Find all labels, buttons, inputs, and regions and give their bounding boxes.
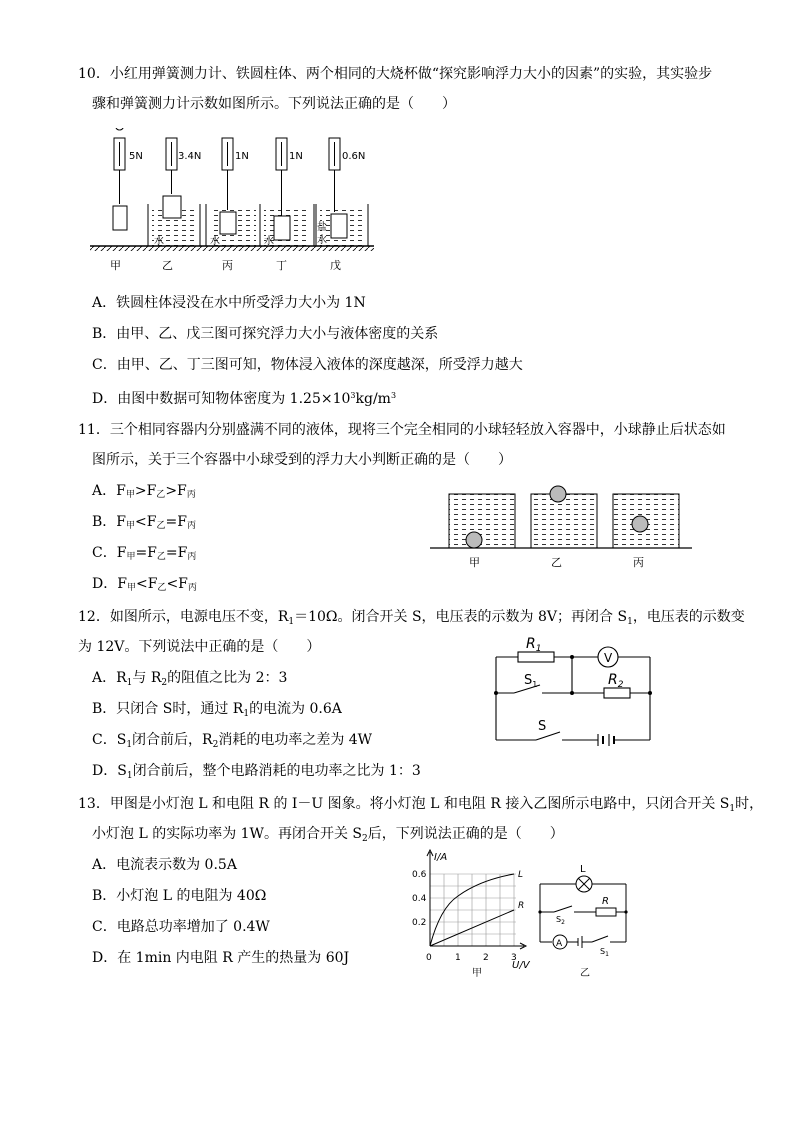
spring-scale-bing: [206, 138, 260, 246]
reading-ding: 1N: [289, 151, 303, 162]
q13-option-c[interactable]: C．电路总功率增加了 0.4W: [92, 919, 270, 935]
xtick-3: 3: [511, 953, 517, 963]
q10-option-b[interactable]: B．由甲、乙、戊三图可探究浮力大小与液体密度的关系: [92, 326, 439, 342]
xtick-0: 0: [426, 953, 432, 963]
label-wu: 戊: [330, 259, 341, 272]
liquid-yi: 水: [154, 236, 164, 247]
ball-yi: [550, 486, 566, 502]
ball-bing: [632, 516, 648, 532]
q12-option-d[interactable]: D．$S_1$闭合前后，整个电路消耗的电功率之比为 1：3: [92, 763, 421, 781]
ytick-04: 0.4: [412, 894, 427, 904]
q11-label-jia: 甲: [469, 556, 480, 569]
q13-circuit: [534, 862, 634, 982]
q10-stem-line1: 10．小红用弹簧测力计、铁圆柱体、两个相同的大烧杯做“探究影响浮力大小的因素”的实验，其实验步: [78, 66, 713, 82]
q10-option-d[interactable]: D．由图中数据可知物体密度为 $1.25\times 10^3kg/m^3$: [92, 391, 397, 407]
liquid-ding: 水: [264, 236, 274, 247]
label-s1: $S_1$: [524, 673, 538, 689]
label-a: A: [556, 939, 563, 949]
graph-ylabel: I/A: [434, 852, 448, 863]
ytick-06: 0.6: [412, 870, 427, 880]
circuit-caption: 乙: [580, 968, 590, 979]
spring-scale-ding: [260, 138, 314, 246]
line-r-label: R: [518, 901, 525, 911]
liquid-wu-bottom: 水: [317, 235, 327, 246]
label-yi: 乙: [162, 259, 173, 272]
q13-stem-line2: 小灯泡 L 的实际功率为 1W。再闭合开关 $S_2$后，下列说法正确的是（ ）: [92, 826, 564, 844]
label-r: R: [602, 896, 609, 907]
label-jia: 甲: [110, 259, 121, 272]
reading-wu: 0.6N: [342, 151, 366, 162]
label-s1: $S_1$: [600, 947, 609, 958]
spring-scale-jia: [113, 128, 127, 230]
q12-stem-line1: 12．如图所示，电源电压不变，$R_1=10\Omega$。闭合开关 S，电压表的示数为 8V；再闭合 $S_1$，电压表的示数变: [78, 609, 745, 627]
container-yi: [531, 494, 597, 548]
ball-jia: [466, 532, 482, 548]
reading-bing: 1N: [235, 151, 249, 162]
label-s2: $S_2$: [556, 915, 565, 926]
q10-stem-line2: 骤和弹簧测力计示数如图所示。下列说法正确的是（ ）: [92, 96, 456, 112]
reading-yi: 3.4N: [178, 151, 202, 162]
q13-option-d[interactable]: D．在 1min 内电阻 R 产生的热量为 60J: [92, 950, 350, 966]
q12-circuit: [486, 630, 658, 748]
q12-option-c[interactable]: C．$S_1$闭合前后，$R_2$消耗的电功率之差为 4W: [92, 732, 373, 750]
q12-stem-line2: 为 12V。下列说法中正确的是（ ）: [78, 639, 321, 655]
reading-jia: 5N: [129, 151, 143, 162]
q10-figure: [86, 128, 376, 276]
graph-xlabel: U/V: [512, 960, 530, 971]
liquid-bing: 水: [210, 236, 220, 247]
q11-stem-line2: 图所示，关于三个容器中小球受到的浮力大小判断正确的是（ ）: [92, 452, 512, 468]
curve-l-label: L: [518, 870, 524, 880]
label-bing: 丙: [222, 259, 233, 272]
q11-stem-line1: 11．三个相同容器内分别盛满不同的液体，现将三个完全相同的小球轻轻放入容器中，小球静止后状态如: [78, 422, 726, 438]
q13-stem-line1: 13．甲图是小灯泡 L 和电阻 R 的 I－U 图象。将小灯泡 L 和电阻 R 接入乙图所示电路中，只闭合开关 $S_1$时，: [78, 796, 764, 814]
q13-option-a[interactable]: A．电流表示数为 0.5A: [92, 857, 237, 873]
q13-option-b[interactable]: B．小灯泡 L 的电阻为 40Ω: [92, 888, 267, 904]
label-ding: 丁: [276, 259, 287, 272]
q12-option-b[interactable]: B．只闭合 S时，通过 $R_1$的电流为 0.6A: [92, 701, 342, 719]
q13-iu-graph: [410, 848, 540, 978]
graph-caption: 甲: [472, 968, 482, 978]
q11-option-d[interactable]: D．F甲<F乙<F丙: [92, 576, 197, 593]
q11-option-a[interactable]: A．F甲>F乙>F丙: [92, 483, 196, 500]
q11-label-bing: 丙: [633, 556, 644, 569]
label-s: S: [538, 719, 547, 734]
label-l: L: [580, 864, 586, 875]
q11-option-c[interactable]: C．F甲=F乙=F丙: [92, 545, 197, 562]
q10-option-c[interactable]: C．由甲、乙、丁三图可知，物体浸入液体的深度越深，所受浮力越大: [92, 357, 523, 373]
xtick-1: 1: [455, 953, 461, 963]
q11-figure: [430, 482, 694, 572]
q11-label-yi: 乙: [551, 556, 562, 569]
label-r1: $R_1$: [526, 636, 542, 654]
liquid-wu-top: 盐: [317, 222, 327, 233]
label-r2: $R_2$: [608, 672, 624, 690]
q10-option-a[interactable]: A．铁圆柱体浸没在水中所受浮力大小为 1N: [92, 295, 366, 311]
ytick-02: 0.2: [412, 918, 427, 928]
q12-option-a[interactable]: A．$R_1$与 $R_2$的阻值之比为 2：3: [92, 670, 288, 688]
resistor-r: [596, 908, 616, 916]
label-v: V: [604, 651, 613, 665]
xtick-2: 2: [483, 953, 489, 963]
q11-option-b[interactable]: B．F甲<F乙=F丙: [92, 514, 196, 531]
